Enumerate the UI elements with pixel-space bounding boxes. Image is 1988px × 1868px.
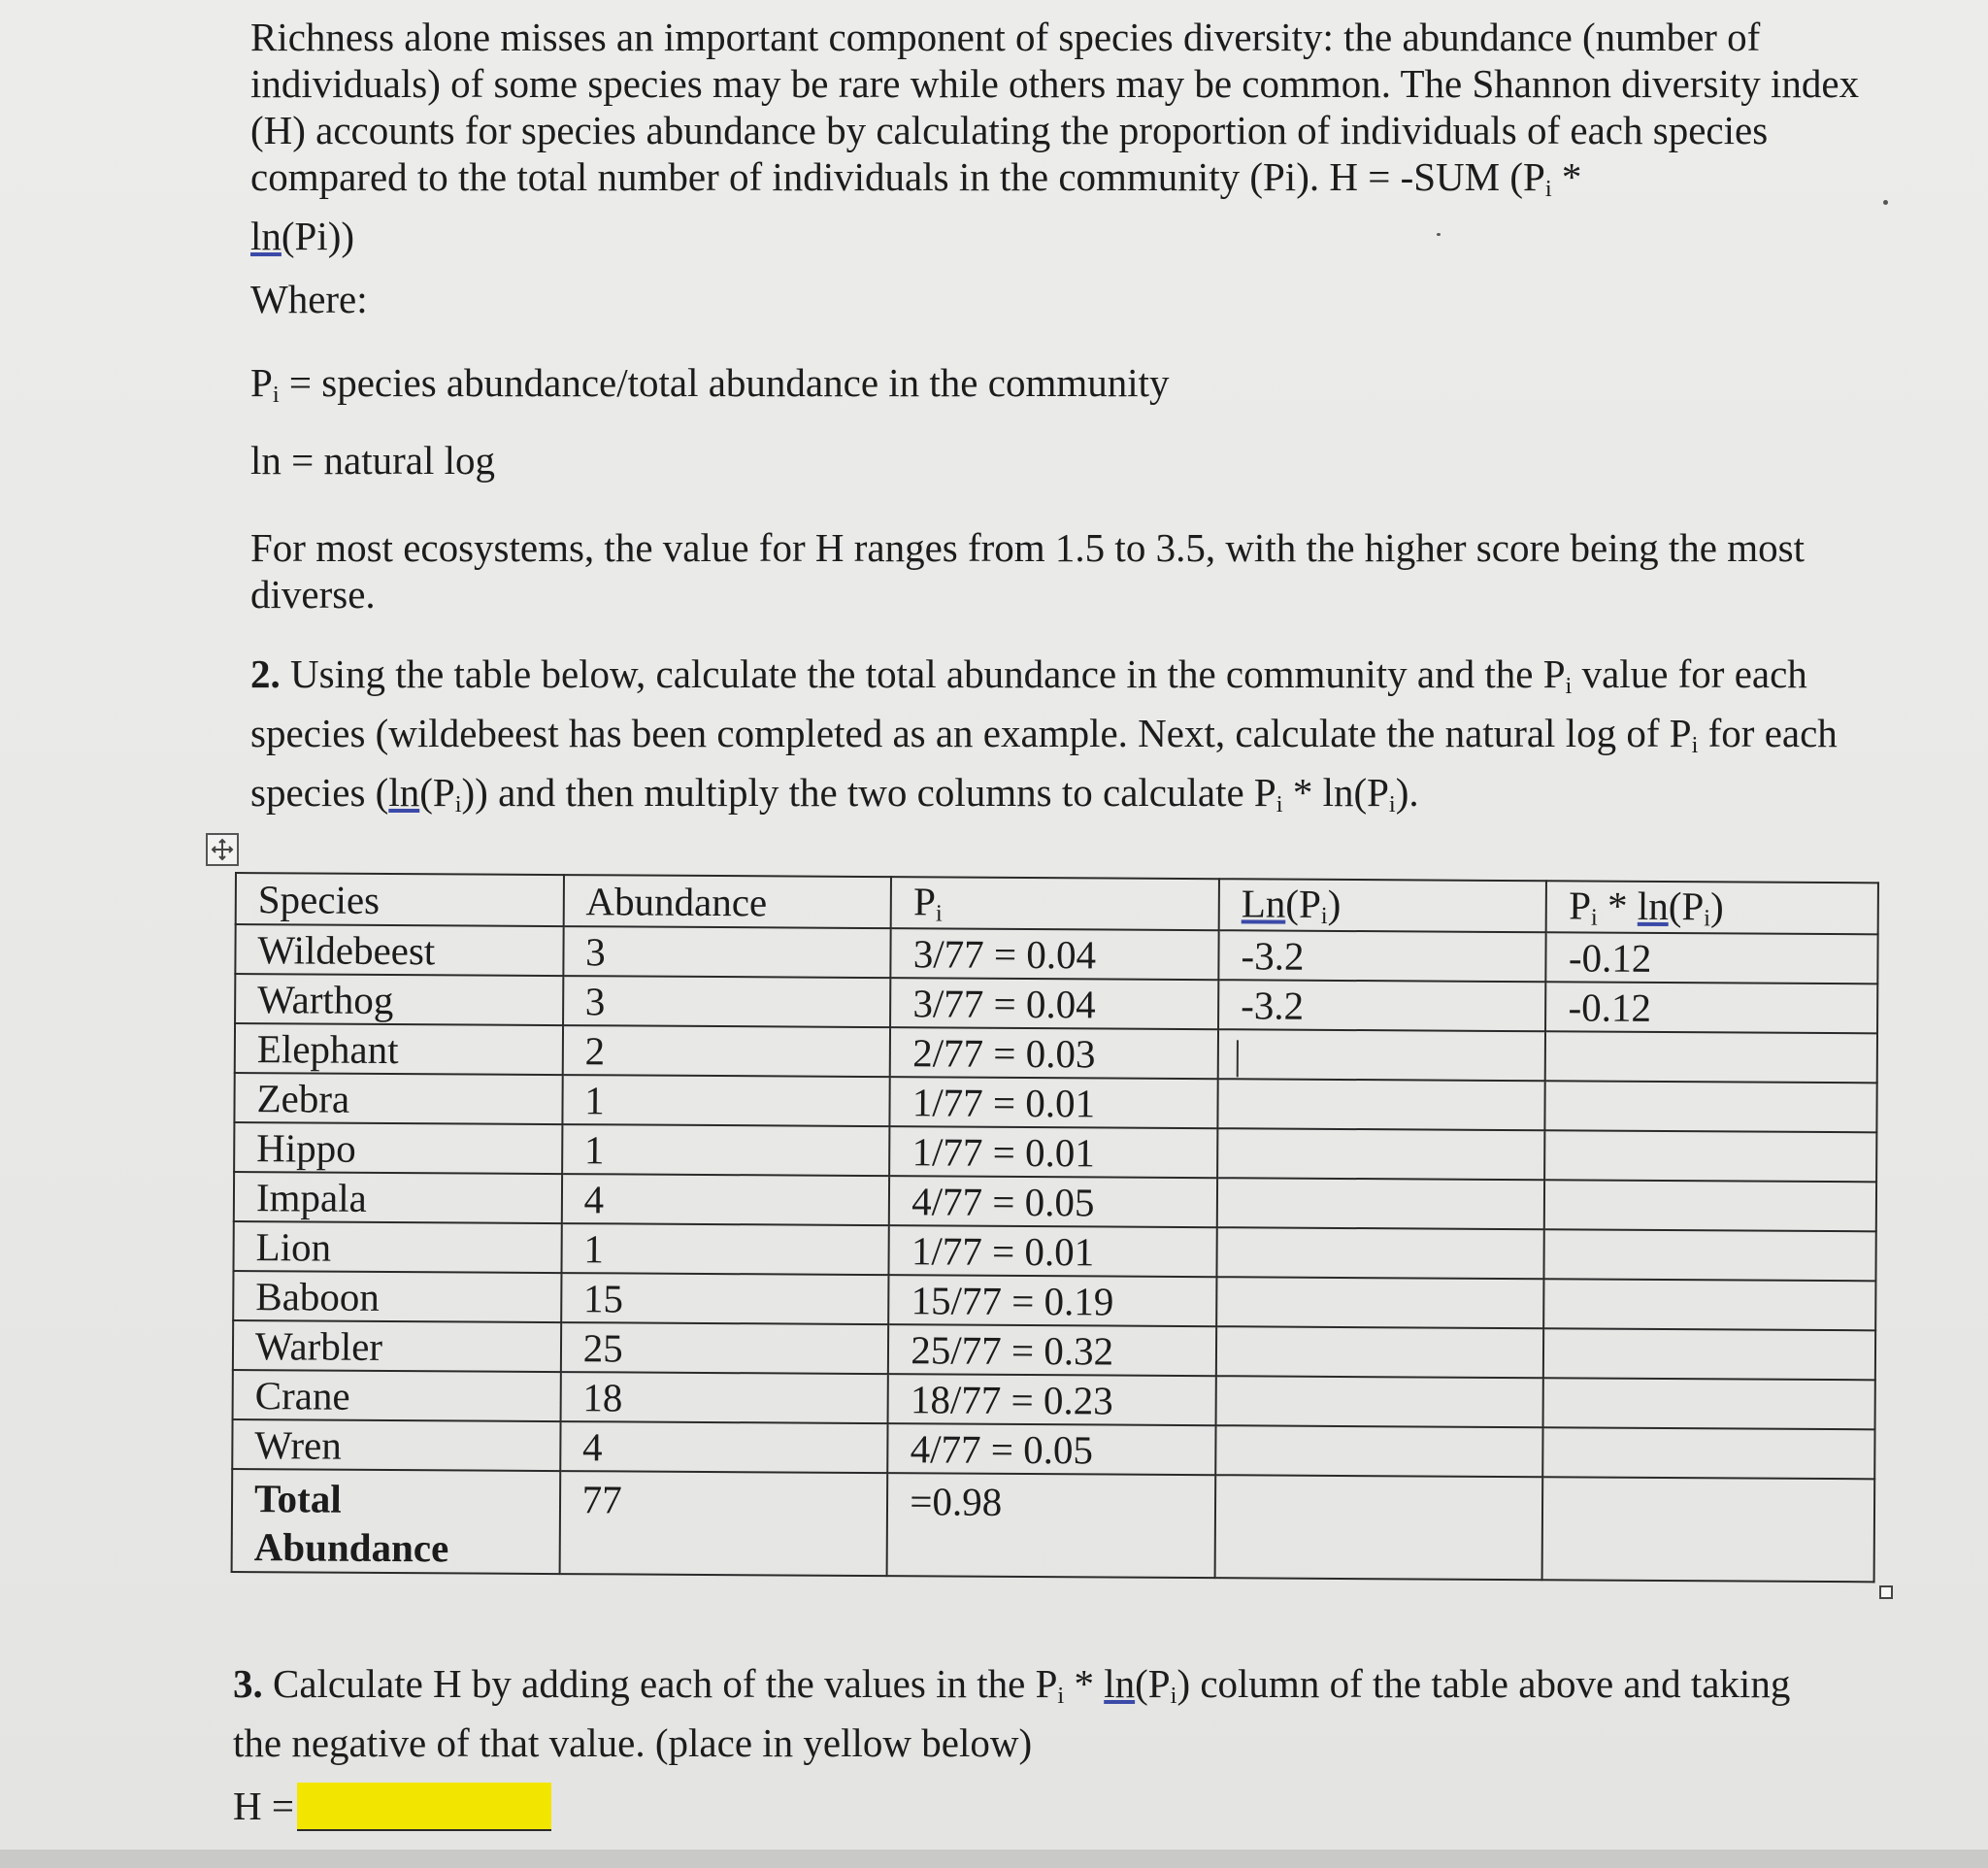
page-bottom-edge — [0, 1850, 1988, 1868]
product-cell[interactable] — [1544, 1229, 1876, 1281]
table-resize-handle[interactable] — [1879, 1585, 1893, 1599]
pi-cell[interactable]: 1/77 = 0.01 — [890, 1077, 1218, 1128]
header-species: Species — [236, 873, 564, 926]
pi-cell[interactable]: 1/77 = 0.01 — [889, 1126, 1217, 1178]
product-cell[interactable] — [1543, 1328, 1875, 1380]
pi-cell[interactable]: 4/77 = 0.05 — [888, 1423, 1216, 1475]
total-label-cell[interactable]: Total Abundance — [232, 1469, 560, 1574]
ln-pi-cell[interactable] — [1215, 1425, 1543, 1477]
pi-definition: $P_i$ = species abundance/total abundance in the community — [250, 360, 1170, 409]
product-cell[interactable] — [1545, 1031, 1877, 1083]
abundance-cell[interactable]: 15 — [561, 1273, 889, 1324]
ln-pi-cell[interactable] — [1217, 1079, 1545, 1130]
diversity-table — [231, 872, 1879, 1583]
h-label: H = — [233, 1784, 294, 1828]
abundance-cell[interactable]: 3 — [563, 976, 891, 1027]
pi-cell[interactable]: 15/77 = 0.19 — [888, 1275, 1216, 1326]
product-cell[interactable] — [1543, 1427, 1875, 1479]
h-answer-field[interactable] — [297, 1783, 551, 1831]
total-pi-cell[interactable]: =0.98 — [887, 1473, 1215, 1578]
range-paragraph: For most ecosystems, the value for H ranges from 1.5 to 3.5, with the higher score being the most diverse. — [250, 525, 1805, 617]
product-cell[interactable]: -0.12 — [1546, 932, 1878, 984]
ln-pi-cell[interactable] — [1216, 1227, 1544, 1279]
total-row — [232, 1469, 1875, 1582]
pi-cell[interactable]: 2/77 = 0.03 — [890, 1027, 1218, 1079]
stray-mark — [1437, 233, 1441, 236]
abundance-cell[interactable]: 2 — [562, 1025, 890, 1077]
abundance-cell[interactable]: 1 — [561, 1223, 889, 1275]
header-pi: $P_i$ — [891, 877, 1219, 930]
species-cell[interactable]: Zebra — [234, 1073, 562, 1124]
species-cell[interactable]: Warbler — [233, 1320, 561, 1372]
product-cell[interactable]: -0.12 — [1545, 982, 1877, 1033]
abundance-cell[interactable]: 1 — [562, 1075, 890, 1126]
abundance-cell[interactable]: 4 — [561, 1174, 889, 1225]
pi-cell[interactable]: 3/77 = 0.04 — [891, 928, 1219, 980]
abundance-cell[interactable]: 18 — [560, 1372, 888, 1423]
move-arrows-icon — [211, 838, 234, 861]
species-cell[interactable]: Lion — [233, 1221, 561, 1273]
question-3: 3. Calculate H by adding each of the values in the $P_i * \ln(P_i)$ column of the table above and taking the negative of that value. (place in yellow below) — [233, 1661, 1791, 1766]
header-product: $P_i * \ln(P_i)$ — [1546, 881, 1878, 934]
ln-pi-cell[interactable] — [1216, 1277, 1544, 1328]
species-cell[interactable]: Wildebeest — [235, 924, 563, 976]
total-abundance-cell[interactable]: 77 — [559, 1471, 887, 1576]
pi-cell[interactable]: 3/77 = 0.04 — [890, 978, 1218, 1029]
pi-cell[interactable]: 18/77 = 0.23 — [888, 1374, 1216, 1425]
text-cursor — [1237, 1041, 1239, 1078]
header-abundance: Abundance — [563, 875, 891, 928]
species-cell[interactable]: Baboon — [233, 1271, 561, 1322]
intro-paragraph: Richness alone misses an important component of species diversity: the abundance (number of individuals) of some species may be rare while others may be common. The Shannon diversity index (H) accounts for species abundance by calculating the proportion of individuals of each species compared to the total number of individuals in the community (Pi). H = -SUM ($P_i$ * ln(Pi)) — [250, 15, 1860, 259]
ln-pi-cell[interactable]: -3.2 — [1218, 930, 1546, 982]
product-cell[interactable] — [1545, 1130, 1877, 1182]
ln-pi-cell[interactable] — [1216, 1376, 1544, 1427]
ln-pi-cell[interactable]: -3.2 — [1218, 980, 1546, 1031]
pi-cell[interactable]: 1/77 = 0.01 — [889, 1225, 1217, 1277]
abundance-cell[interactable]: 4 — [560, 1421, 888, 1473]
product-cell[interactable] — [1544, 1279, 1876, 1330]
species-cell[interactable]: Crane — [233, 1370, 561, 1421]
header-ln-pi: $Ln(P_i)$ — [1219, 879, 1547, 932]
pi-cell[interactable]: 25/77 = 0.32 — [888, 1324, 1216, 1376]
question-2: 2. Using the table below, calculate the total abundance in the community and the $P_i$ value for each species (wildebeest has been completed as an example. Next, calculate the natural log of $P_i$ for each species $(\ln(P_i))$ and then multiply the two columns to calculate $P_i * \ln(P_i)$. — [250, 651, 1838, 818]
species-cell[interactable]: Elephant — [235, 1023, 563, 1075]
ln-pi-cell[interactable] — [1217, 1128, 1545, 1180]
abundance-cell[interactable]: 3 — [563, 926, 891, 978]
stray-mark — [1883, 200, 1888, 205]
species-cell[interactable]: Hippo — [234, 1122, 562, 1174]
ln-definition: ln = natural log — [250, 438, 495, 483]
product-cell[interactable] — [1545, 1081, 1877, 1132]
product-cell[interactable] — [1543, 1378, 1875, 1429]
ln-pi-cell[interactable] — [1217, 1178, 1545, 1229]
total-ln-pi-cell[interactable] — [1215, 1475, 1543, 1580]
total-product-cell[interactable] — [1542, 1477, 1874, 1582]
product-cell[interactable] — [1544, 1180, 1876, 1231]
abundance-cell[interactable]: 1 — [562, 1124, 890, 1176]
species-cell[interactable]: Warthog — [235, 974, 563, 1025]
ln-pi-cell-active[interactable] — [1218, 1029, 1546, 1081]
where-label: Where: — [250, 277, 368, 321]
pi-cell[interactable]: 4/77 = 0.05 — [889, 1176, 1217, 1227]
abundance-cell[interactable]: 25 — [561, 1322, 889, 1374]
species-cell[interactable]: Impala — [234, 1172, 562, 1223]
species-cell[interactable]: Wren — [232, 1419, 560, 1471]
table-move-handle[interactable] — [206, 833, 239, 866]
ln-pi-cell[interactable] — [1216, 1326, 1544, 1378]
